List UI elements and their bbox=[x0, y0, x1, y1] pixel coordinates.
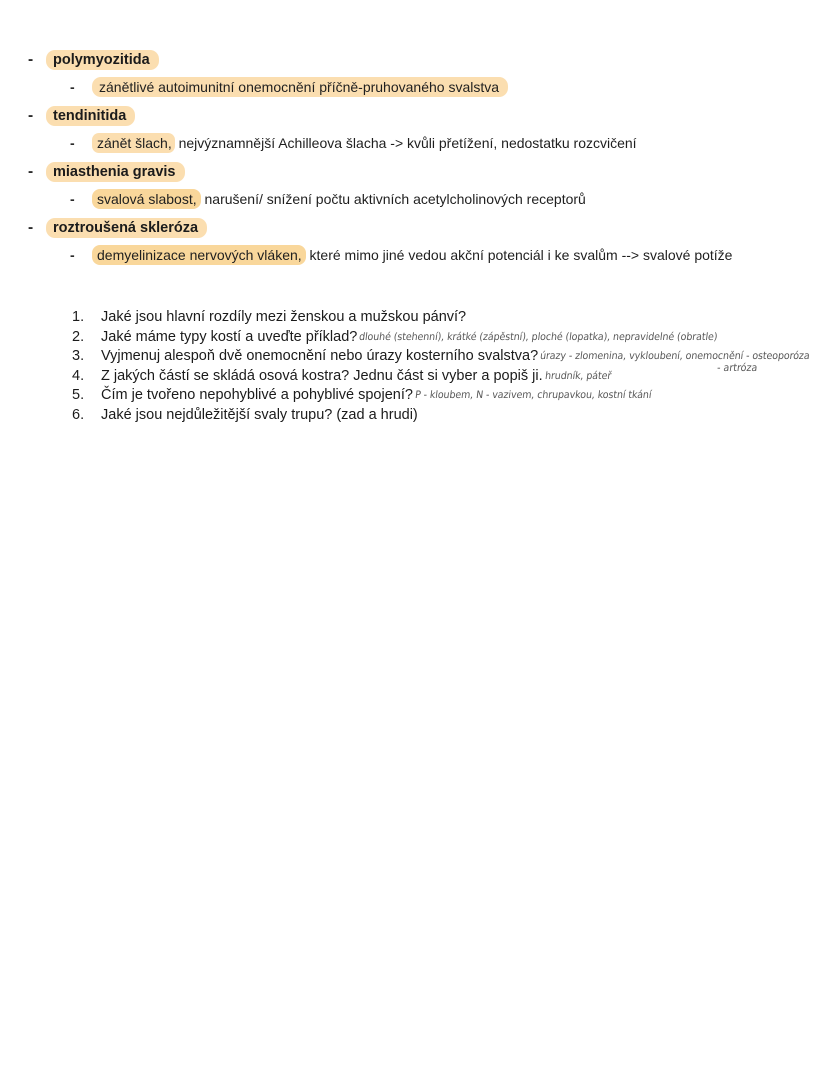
outline-subitem-polymyozitida-desc bbox=[0, 77, 828, 97]
highlight-mark: tendinitida bbox=[46, 106, 135, 126]
dash-bullet-icon: - bbox=[28, 107, 34, 124]
question-item-4 bbox=[72, 367, 828, 387]
dash-bullet-icon: - bbox=[70, 191, 75, 207]
question-number: 2. bbox=[72, 328, 85, 345]
question-number: 3. bbox=[72, 348, 85, 364]
question-item-3 bbox=[72, 347, 828, 375]
outline-subitem-roztrousena-skleroza-desc bbox=[0, 245, 828, 265]
outline-description-rest: narušení/ snížení počtu aktivních acetylcholinových receptorů bbox=[200, 191, 586, 207]
outline-subitem-miasthenia-gravis-desc bbox=[0, 189, 828, 209]
outline-description bbox=[92, 77, 828, 97]
question-item-1 bbox=[72, 308, 828, 328]
highlight-mark: polymyozitida bbox=[46, 50, 159, 70]
dash-bullet-icon: - bbox=[70, 79, 75, 95]
handwritten-annotation: hrudník, páteř bbox=[543, 370, 612, 382]
question-text: Čím je tvořeno nepohyblivé a pohyblivé spojení? bbox=[101, 387, 413, 403]
disease-outline-list bbox=[0, 50, 828, 274]
question-number: 5. bbox=[72, 387, 85, 403]
outline-description-rest: nejvýznamnější Achilleova šlacha -> kvůli přetížení, nedostatku rozcvičení bbox=[174, 135, 637, 151]
highlight-mark: svalová slabost, bbox=[92, 189, 201, 209]
question-item-2 bbox=[72, 328, 828, 348]
highlight-mark: demyelinizace nervových vláken, bbox=[92, 245, 306, 265]
outline-item-tendinitida bbox=[0, 106, 828, 126]
outline-item-roztrousena-skleroza bbox=[0, 218, 828, 238]
handwritten-annotation-second-line: - artróza bbox=[716, 362, 758, 375]
outline-description-rest: které mimo jiné vedou akční potenciál i ke svalům --> svalové potíže bbox=[305, 247, 733, 263]
dash-bullet-icon: - bbox=[70, 247, 75, 263]
question-text: Jaké jsou nejdůležitější svaly trupu? (zad a hrudi) bbox=[101, 406, 418, 423]
question-list bbox=[72, 308, 828, 425]
handwritten-annotation: dlouhé (stehenní), krátké (zápěstní), ploché (lopatka), nepravidelné (obratle) bbox=[358, 331, 719, 343]
question-item-5 bbox=[72, 386, 828, 406]
highlight-mark: roztroušená skleróza bbox=[46, 218, 207, 238]
outline-term bbox=[46, 218, 828, 238]
question-number: 1. bbox=[72, 309, 85, 325]
question-text: Vyjmenuj alespoň dvě onemocnění nebo úrazy kosterního svalstva? bbox=[101, 348, 539, 364]
highlight-mark: zánětlivé autoimunitní onemocnění příčně-pruhovaného svalstva bbox=[92, 77, 508, 97]
outline-term bbox=[46, 162, 828, 182]
outline-item-polymyozitida bbox=[0, 50, 828, 70]
highlight-mark: zánět šlach, bbox=[92, 133, 175, 153]
question-item-6 bbox=[72, 406, 828, 426]
outline-term bbox=[46, 106, 828, 126]
question-text: Jaké máme typy kostí a uveďte příklad? bbox=[101, 328, 358, 345]
highlight-mark: miasthenia gravis bbox=[46, 162, 185, 182]
dash-bullet-icon: - bbox=[70, 135, 75, 151]
outline-subitem-tendinitida-desc bbox=[0, 133, 828, 153]
handwritten-annotation: P - kloubem, N - vazivem, chrupavkou, kostní tkání bbox=[414, 389, 653, 402]
outline-description bbox=[92, 245, 828, 265]
outline-description bbox=[92, 133, 828, 153]
question-number: 4. bbox=[72, 367, 85, 384]
dash-bullet-icon: - bbox=[28, 219, 34, 236]
outline-item-miasthenia-gravis bbox=[0, 162, 828, 182]
outline-description bbox=[92, 189, 828, 209]
question-number: 6. bbox=[72, 406, 85, 423]
handwritten-annotation: úrazy - zlomenina, vykloubení, onemocnění - osteoporóza bbox=[539, 350, 811, 363]
dash-bullet-icon: - bbox=[28, 51, 34, 68]
dash-bullet-icon: - bbox=[28, 163, 34, 180]
outline-term bbox=[46, 50, 828, 70]
question-text: Jaké jsou hlavní rozdíly mezi ženskou a mužskou pánví? bbox=[101, 309, 467, 325]
question-text: Z jakých částí se skládá osová kostra? Jednu část si vyber a popiš ji. bbox=[101, 367, 543, 384]
